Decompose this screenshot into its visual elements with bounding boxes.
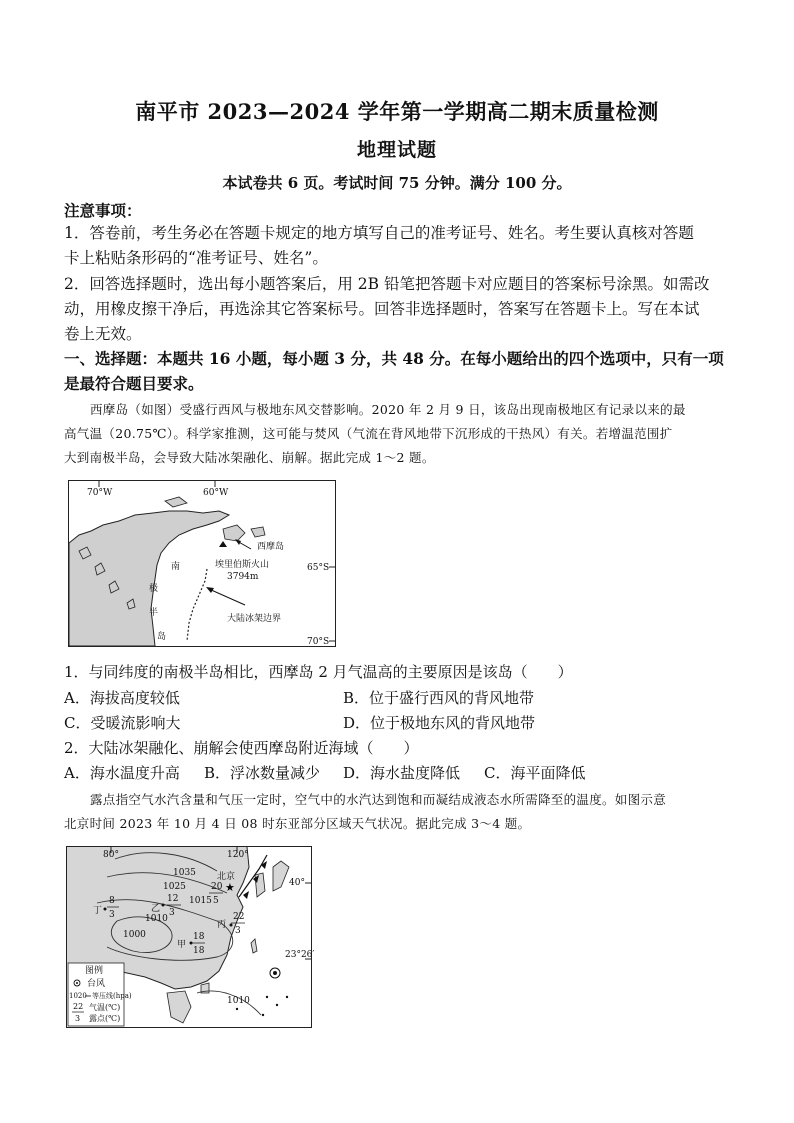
q2-option-b: B．浮冰数量减少 <box>204 764 321 782</box>
lat-70s-label: 70°S <box>307 637 330 647</box>
station-jia-temp: 18 <box>193 932 205 942</box>
legend-dew-number: 3 <box>75 1014 81 1023</box>
exam-note: 本试卷共 6 页。考试时间 75 分钟。满分 100 分。 <box>222 174 572 192</box>
q2-option-d: C．海平面降低 <box>484 764 586 782</box>
antarctic-peninsula-map <box>68 480 336 647</box>
subject-title: 地理试题 <box>356 139 437 161</box>
q1-option-d: D．位于极地东风的背风地带 <box>343 714 536 732</box>
legend-title: 图例 <box>85 966 104 976</box>
notice-item1-line1: 1．答卷前，考生务必在答题卡规定的地方填写自己的准考证号、姓名。考生要认真核对答题 <box>64 224 694 242</box>
station-beijing-dew: 5 <box>213 896 219 906</box>
lon-70w-label: 70°W <box>87 488 113 498</box>
passage1-line1: 西摩岛（如图）受盛行西风与极地东风交替影响。2020 年 2 月 9 日，该岛出现南极地区有记录以来的最 <box>90 402 686 417</box>
station-yi-label: 乙 <box>151 904 161 914</box>
station-yi-temp: 12 <box>167 894 179 904</box>
q1-option-b: B．位于盛行西风的背风地带 <box>343 689 535 707</box>
lat-2326-label: 23°26′ <box>285 950 315 960</box>
beijing-label: 北京 <box>217 872 236 882</box>
station-bing-dew: 3 <box>235 926 241 936</box>
volcano-height-label: 3794m <box>227 572 259 582</box>
station-ding-temp: 8 <box>109 896 115 906</box>
section1-line1: 一、选择题：本题共 16 小题，每小题 3 分，共 48 分。在每小题给出的四个选项中，只有一项 <box>64 349 724 368</box>
notice-item2-line2: 动，用橡皮擦干净后，再选涂其它答案标号。回答非选择题时，答案写在答题卡上。写在本试 <box>64 300 700 318</box>
peninsula-char-2: 极 <box>149 584 159 594</box>
station-ding-dew: 3 <box>109 910 115 920</box>
passage2-line1: 露点指空气水汽含量和气压一定时，空气中的水汽达到饱和而凝结成液态水所需降至的温度。如图示意 <box>90 792 667 807</box>
q1-option-c: C．受暖流影响大 <box>64 714 181 732</box>
section1-line2: 是最符合题目要求。 <box>64 374 204 393</box>
notice-item2-line3: 卷上无效。 <box>64 325 142 343</box>
q1-option-a: A．海拔高度较低 <box>64 689 180 707</box>
station-jia-dew: 18 <box>193 946 205 956</box>
lat-40-label: 40° <box>289 878 305 888</box>
passage2-line2: 北京时间 2023 年 10 月 4 日 08 时东亚部分区域天气状况。据此完成 3～4 题。 <box>64 816 531 831</box>
isobar-1010-label: 1010 <box>145 914 168 924</box>
isobar-1035-label: 1035 <box>173 868 196 878</box>
legend-isobar-label: 等压线(hpa) <box>92 992 132 1000</box>
lon-120-label: 120° <box>227 850 249 860</box>
beijing-star-icon: ★ <box>225 881 235 894</box>
station-yi-dew: 3 <box>169 908 175 918</box>
q2-option-a: A．海水温度升高 <box>64 764 180 782</box>
lon-80-label: 80° <box>103 850 119 860</box>
notice-heading: 注意事项： <box>64 201 142 220</box>
ice-shelf-label: 大陆冰架边界 <box>227 614 282 624</box>
lon-60w-label: 60°W <box>203 488 229 498</box>
volcano-name-label: 埃里伯斯火山 <box>215 560 270 570</box>
q1-stem: 1．与同纬度的南极半岛相比，西摩岛 2 月气温高的主要原因是该岛（ ） <box>64 663 573 681</box>
page-title: 南平市 2023—2024 学年第一学期高二期末质量检测 <box>135 99 659 124</box>
peninsula-char-3: 半 <box>149 608 159 618</box>
isobar-1015-label: 1015 <box>189 896 212 906</box>
east-asia-weather-map <box>66 846 315 1028</box>
seymour-island-label: 西摩岛 <box>257 542 285 552</box>
station-bing-temp: 22 <box>233 912 245 922</box>
legend-typhoon-label: 台风 <box>87 979 106 989</box>
notice-item2-line1: 2．回答选择题时，选出每小题答案后，用 2B 铅笔把答题卡对应题目的答案标号涂黑。如需改 <box>64 275 710 293</box>
passage1-line3: 大到南极半岛，会导致大陆冰架融化、崩解。据此完成 1～2 题。 <box>64 450 435 465</box>
legend-temp-number: 22 <box>73 1002 84 1011</box>
notice-item1-line2: 卡上粘贴条形码的“准考证号、姓名”。 <box>64 249 328 267</box>
isobar-1010-south-label: 1010 <box>227 996 250 1006</box>
peninsula-char-1: 南 <box>171 562 181 572</box>
isobar-1025-label: 1025 <box>163 882 186 892</box>
passage1-line2: 高气温（20.75℃）。科学家推测，这可能与焚风（气流在背风地带下沉形成的干热风）有关。若增温范围扩 <box>64 426 673 441</box>
station-beijing-temp: 20 <box>211 882 223 892</box>
q2-stem: 2．大陆冰架融化、崩解会使西摩岛附近海域（ ） <box>64 739 419 757</box>
isobar-1000-label: 1000 <box>123 930 146 940</box>
station-ding-label: 丁 <box>93 906 103 916</box>
q2-option-c: D．海水盐度降低 <box>343 764 461 782</box>
station-jia-label: 甲 <box>177 940 187 950</box>
lat-65s-label: 65°S <box>307 563 330 573</box>
legend-dew-label: 露点(℃) <box>89 1014 121 1023</box>
legend-temp-label: 气温(℃) <box>89 1003 121 1012</box>
peninsula-char-4: 岛 <box>157 632 167 642</box>
legend-isobar-value: 1020 <box>69 992 87 1000</box>
station-bing-label: 丙 <box>217 920 227 930</box>
